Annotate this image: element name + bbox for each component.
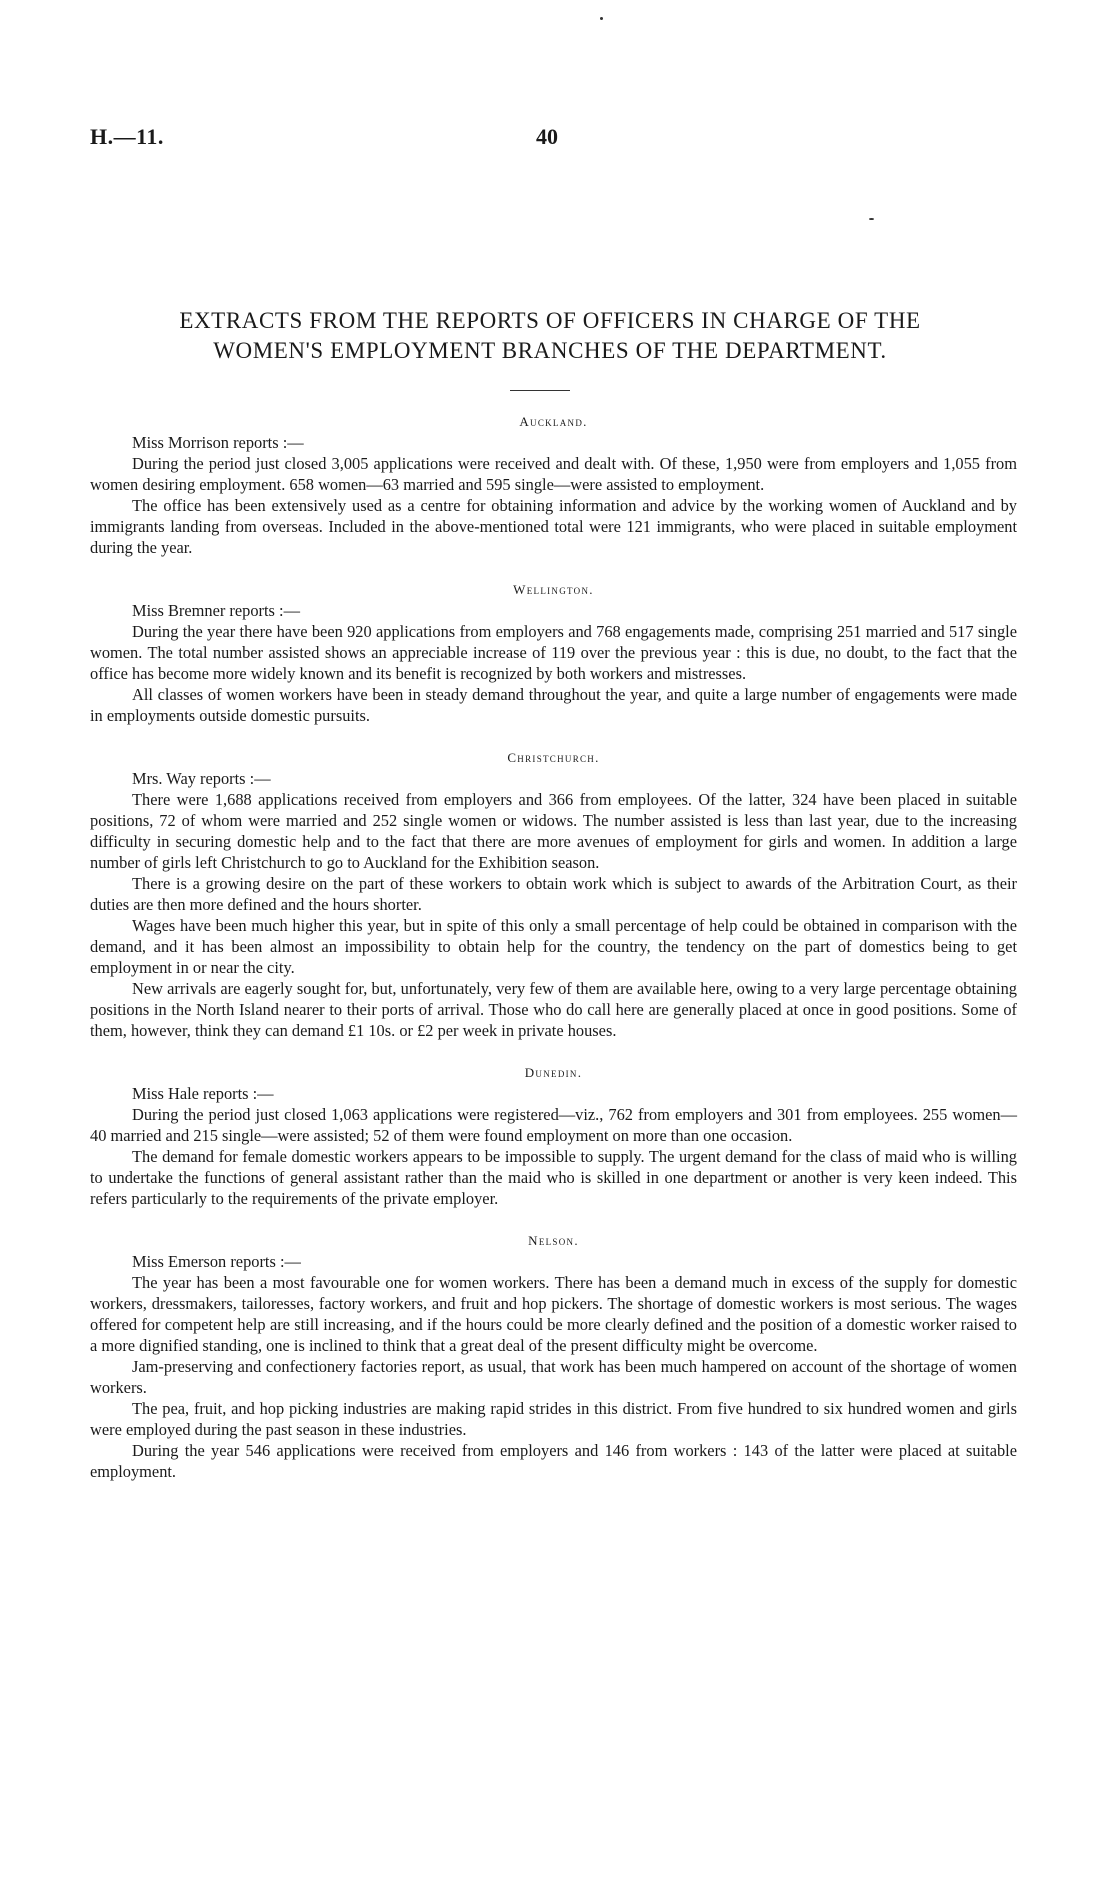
paragraph: Jam-preserving and confectionery factories report, as usual, that work has been much hampered on account of the shortage of women workers.: [90, 1357, 1017, 1397]
scan-speck: [600, 17, 603, 20]
section-auckland: [90, 411, 1017, 558]
section-dunedin: [90, 1062, 1017, 1209]
paragraph: The office has been extensively used as a centre for obtaining information and advice by the working women of Auckland and by immigrants landing from overseas. Included in the above-mentioned total were 121 immigrants, who were placed in suitable employment during the year.: [90, 496, 1017, 557]
reporter-line: Miss Hale reports :—: [132, 1084, 274, 1103]
paragraph: During the period just closed 3,005 applications were received and dealt with. Of these, 1,950 were from employers and 1,055 from women desiring employment. 658 women—63 married and 595 single—were assisted to employment.: [90, 454, 1017, 494]
paragraph: During the year there have been 920 applications from employers and 768 engagements made, comprising 251 married and 517 single women. The total number assisted shows an appreciable increase of 119 over the previous year : this is due, no doubt, to the fact that the office has become more widely known and its benefit is recognized by both workers and mistresses.: [90, 622, 1017, 683]
section-heading: Dunedin.: [524, 1065, 583, 1080]
paragraph: Wages have been much higher this year, but in spite of this only a small percentage of help could be obtained in comparison with the demand, and it has been almost an impossibility to obtain help for the country, the tendency on the part of domestics being to get employment in or near the city.: [90, 916, 1017, 977]
paragraph: During the year 546 applications were received from employers and 146 from workers : 143 of the latter were placed at suitable employment.: [90, 1441, 1017, 1481]
reporter-line: Miss Morrison reports :—: [132, 433, 304, 452]
section-heading: Nelson.: [528, 1233, 579, 1248]
paragraph: The pea, fruit, and hop picking industries are making rapid strides in this district. From five hundred to six hundred women and girls were employed during the past season in these industries.: [90, 1399, 1017, 1439]
section-heading: Christchurch.: [507, 750, 600, 765]
page-title-line-1: EXTRACTS FROM THE REPORTS OF OFFICERS IN CHARGE OF THE: [179, 308, 921, 333]
section-wellington: [90, 579, 1017, 726]
scan-speck: [869, 218, 874, 220]
section-heading: Auckland.: [519, 414, 588, 429]
reporter-line: Mrs. Way reports :—: [132, 769, 271, 788]
paragraph: The year has been a most favourable one for women workers. There has been a demand much in excess of the supply for domestic workers, dressmakers, tailoresses, factory workers, and fruit and hop pickers. The shortage of domestic workers is most serious. The wages offered for competent help are still increasing, and if the hours could be more clearly defined and the position of a domestic worker raised to a more dignified standing, one is inclined to think that a great deal of the present difficulty might be overcome.: [90, 1273, 1017, 1355]
document-id: H.—11.: [90, 124, 164, 149]
paragraph: There were 1,688 applications received from employers and 366 from employees. Of the latter, 324 have been placed in suitable positions, 72 of whom were married and 252 single women or widows. The number assisted is less than last year, due to the increasing difficulty in securing domestic help and to the fact that there are more avenues of employment for girls and women. In addition a large number of girls left Christchurch to go to Auckland for the Exhibition season.: [90, 790, 1017, 872]
page-number: 40: [536, 124, 558, 149]
section-christchurch: [90, 747, 1017, 1041]
paragraph: All classes of women workers have been in steady demand throughout the year, and quite a large number of engagements were made in employments outside domestic pursuits.: [90, 685, 1017, 725]
report-body: [90, 411, 1017, 1482]
paragraph: There is a growing desire on the part of these workers to obtain work which is subject to awards of the Arbitration Court, as their duties are then more defined and the hours shorter.: [90, 874, 1017, 914]
section-heading: Wellington.: [513, 582, 594, 597]
paragraph: The demand for female domestic workers appears to be impossible to supply. The urgent demand for the class of maid who is willing to undertake the functions of general assistant rather than the maid who is skilled in one department or another is very keen indeed. This refers particularly to the requirements of the private employer.: [90, 1147, 1017, 1208]
section-nelson: [90, 1230, 1017, 1482]
paragraph: During the period just closed 1,063 applications were registered—viz., 762 from employers and 301 from employees. 255 women—40 married and 215 single—were assisted; 52 of them were found employment on more than one occasion.: [90, 1105, 1017, 1145]
reporter-line: Miss Bremner reports :—: [132, 601, 300, 620]
title-divider: [510, 390, 570, 391]
page-title-line-2: WOMEN'S EMPLOYMENT BRANCHES OF THE DEPARTMENT.: [213, 338, 887, 363]
reporter-line: Miss Emerson reports :—: [132, 1252, 301, 1271]
paragraph: New arrivals are eagerly sought for, but, unfortunately, very few of them are available here, owing to a very large percentage obtaining positions in the North Island nearer to their ports of arrival. Those who do call here are generally placed at once in good positions. Some of them, however, think they can demand £1 10s. or £2 per week in private houses.: [90, 979, 1017, 1040]
